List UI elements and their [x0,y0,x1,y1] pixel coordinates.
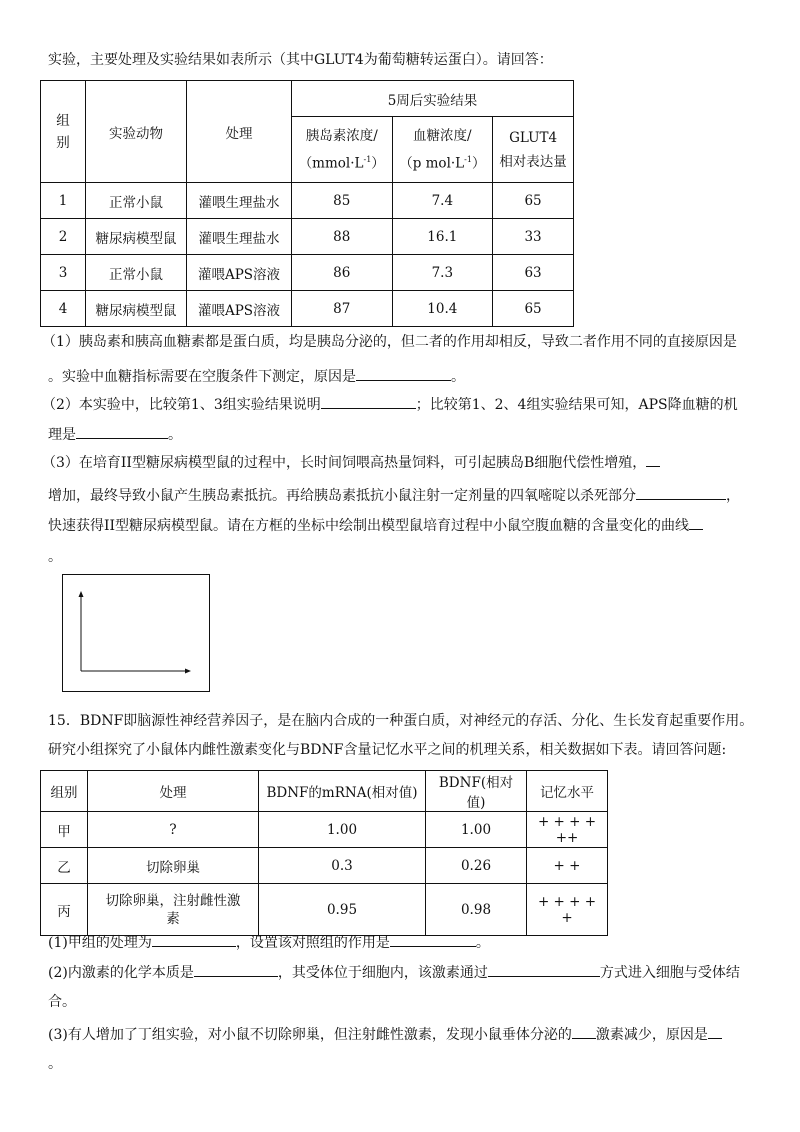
question-1-line-2: 。实验中血糖指标需要在空腹条件下测定，原因是 。 [48,366,465,387]
intro-text: 实验，主要处理及实验结果如表所示（其中GLUT4为葡萄糖转运蛋白）。请回答： [48,52,553,68]
table-row: 丙 切除卵巢，注射雌性激素 0.95 0.98 + + + + + [41,884,608,936]
question-3-line-3: 快速获得II型糖尿病模型鼠。请在方框的坐标中绘制出模型鼠培育过程中小鼠空腹血糖的含量变化的曲线 [48,515,703,536]
t2-header-bdnf: BDNF(相对值) [426,771,527,812]
question-2-line-1: （2）本实验中，比较第1、3组实验结果说明 ；比较第1、2、4组实验结果可知，APS降血糖的机 [42,394,738,415]
question-1-line-1: （1）胰岛素和胰高血糖素都是蛋白质，均是胰岛分泌的，但二者的作用却相反，导致二者作用不同的直接原因是 [42,334,737,350]
q15-part-3-line-2: 。 [48,1056,62,1072]
experiment-table-2 [40,770,608,936]
x-axis-arrow-icon [185,669,191,674]
answer-blank[interactable] [152,932,236,947]
table-row: 3 正常小鼠 灌喂APS溶液 86 7.3 63 [41,255,574,291]
q15-part-1: (1)甲组的处理为 ，设置该对照组的作用是 。 [48,932,490,953]
t2-header-group: 组别 [41,771,88,812]
answer-blank[interactable] [76,424,168,439]
t1-header-group: 组 别 [41,81,86,183]
t2-header-memory: 记忆水平 [527,771,608,812]
answer-blank[interactable] [194,962,278,977]
y-axis-arrow-icon [79,591,84,597]
answer-blank[interactable] [646,452,660,467]
table-row: 甲 ? 1.00 1.00 + + + + ++ [41,812,608,848]
q15-part-3-line-1: (3)有人增加了丁组实验，对小鼠不切除卵巢，但注射雌性激素，发现小鼠垂体分泌的 激素减少，原因是 [48,1024,722,1045]
answer-blank[interactable] [689,515,703,530]
answer-blank[interactable] [321,394,416,409]
t1-header-insulin: 胰岛素浓度/ $(mmol\cdot L^{-1})$ [292,117,393,183]
q15-part-2-line-2: 合。 [48,994,76,1010]
t2-header-mrna: BDNF的mRNA(相对值) [259,771,426,812]
graph-drawing-box[interactable] [62,574,210,692]
question-3-line-1: （3）在培育II型糖尿病模型鼠的过程中，长时间饲喂高热量饲料，可引起胰岛B细胞代偿性增殖， [42,452,660,473]
t1-header-animal: 实验动物 [86,81,187,183]
question-3-line-2: 增加，最终导致小鼠产生胰岛素抵抗。再给胰岛素抵抗小鼠注射一定剂量的四氧嘧啶以杀死部分 ， [48,485,740,506]
answer-blank[interactable] [390,932,476,947]
question-15-line-1: 15．BDNF即脑源性神经营养因子，是在脑内合成的一种蛋白质，对神经元的存活、分化、生长发育起重要作用。 [48,713,754,729]
answer-blank[interactable] [356,366,451,381]
axes-graphic [63,575,209,691]
answer-blank[interactable] [572,1024,596,1039]
table-row: 4 糖尿病模型鼠 灌喂APS溶液 87 10.4 65 [41,291,574,327]
experiment-table-1 [40,80,574,327]
question-3-line-4: 。 [48,549,62,565]
table-row: 2 糖尿病模型鼠 灌喂生理盐水 88 16.1 33 [41,219,574,255]
q15-part-2-line-1: (2)内激素的化学本质是 ，其受体位于细胞内，该激素通过 方式进入细胞与受体结 [48,962,740,983]
table-row: 1 正常小鼠 灌喂生理盐水 85 7.4 65 [41,183,574,219]
answer-blank[interactable] [488,962,600,977]
t1-header-treatment: 处理 [187,81,292,183]
answer-blank[interactable] [636,485,726,500]
answer-blank[interactable] [708,1024,722,1039]
question-2-line-2: 理是 。 [48,424,182,445]
t1-header-glut4: GLUT4 相对表达量 [493,117,574,183]
t1-header-result: 5周后实验结果 [292,81,574,117]
t2-header-treatment: 处理 [88,771,259,812]
table-row: 乙 切除卵巢 0.3 0.26 + + [41,848,608,884]
question-15-line-2: 研究小组探究了小鼠体内雌性激素变化与BDNF含量记忆水平之间的机理关系，相关数据如下表。请回答问题: [48,742,727,758]
t1-header-glucose: 血糖浓度/ （p $mol\cdot L^{-1}$） [392,117,493,183]
